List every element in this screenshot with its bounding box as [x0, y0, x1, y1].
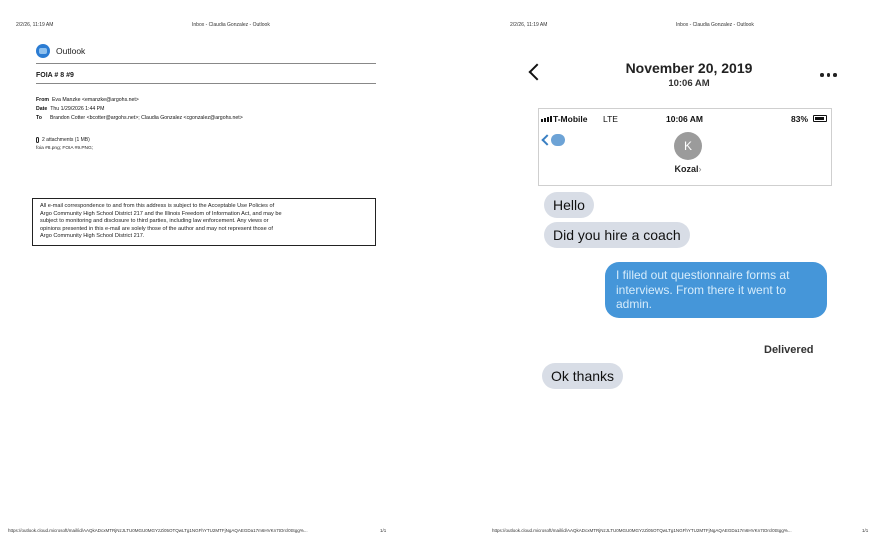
status-clock: 10:06 AM [666, 114, 704, 124]
phone-screenshot-header [538, 108, 832, 186]
print-header-datetime: 2/2/26, 11:19 AM [16, 22, 54, 28]
status-bar [539, 114, 831, 126]
to-label: To [36, 115, 42, 121]
email-disclaimer [32, 198, 376, 246]
attachment-icon [36, 137, 39, 143]
contact-name[interactable] [639, 164, 737, 174]
outlook-logo-icon [36, 44, 50, 58]
from-value[interactable]: Eva Manzke <emanzke@argohs.net> [51, 97, 139, 103]
outlook-brand [36, 44, 85, 58]
message-bubble-outgoing: I filled out questionnaire forms at interviews. From there it went to admin. [605, 262, 827, 318]
message-bubble-incoming: Hello [544, 192, 594, 218]
conversation-date: November 20, 2019 [625, 60, 753, 76]
disclaimer-line: subject to monitoring and disclosure to third parties, including law enforcement. Any views or [40, 218, 269, 225]
print-footer-page: 1/1 [862, 528, 869, 533]
unread-badge [551, 134, 565, 146]
divider [36, 63, 376, 64]
more-options-icon[interactable] [820, 73, 837, 77]
conversation-time: 10:06 AM [668, 78, 710, 89]
print-header-title: Inbox - Claudia Gonzalez - Outlook [192, 22, 270, 28]
signal-strength-icon [541, 116, 552, 122]
carrier-name: T-Mobile [553, 114, 588, 124]
to-value[interactable]: Brandon Cotter <bcotter@argohs.net>; Claudia Gonzalez <cgonzalez@argohs.net> [49, 115, 243, 121]
delivered-status: Delivered [764, 344, 814, 356]
disclaimer-line: All e-mail correspondence to and from this address is subject to the Acceptable Use Policies of [40, 203, 275, 209]
date-value: Thu 1/29/2026 1:44 PM [50, 106, 105, 112]
print-footer-url: https://outlook.cloud.microsoft/mail/id/AAQkADcxMTRjNzJLTU0MGU0MGYzZi05OTQwLTg1NGFhYTU2MTFjNgAQAEGDa17m6HVKn7tOrcl0tSgg%... [8, 528, 308, 533]
disclaimer-line: Argo Community High School District 217. [40, 233, 145, 240]
date-label: Date [36, 106, 48, 112]
print-footer-page: 1/1 [380, 528, 387, 533]
chevron-right-icon: › [698, 164, 702, 174]
disclaimer-line: Argo Community High School District 217 and the Illinois Freedom of Information Act, and may be [40, 210, 282, 217]
contact-name-label: Kozal [674, 164, 699, 174]
message-bubble-incoming: Ok thanks [542, 363, 623, 389]
email-to [36, 115, 243, 121]
disclaimer-line: opinions presented in this e-mail are solely those of the author and may not represent those of [40, 225, 273, 232]
email-from [36, 97, 139, 103]
outlook-brand-label: Outlook [56, 46, 86, 56]
attachment-files[interactable]: foia #8.png; FOIA #9.PNG; [36, 146, 94, 151]
network-type: LTE [603, 114, 618, 124]
attachments-summary-label: 2 attachments (1 MB) [42, 137, 90, 143]
print-header-title: Inbox - Claudia Gonzalez - Outlook [676, 22, 754, 28]
print-footer-url: https://outlook.cloud.microsoft/mail/id/AAQkADcxMTRjNzJLTU0MGU0MGYzZi05OTQwLTg1NGFhYTU2MTFjNgAQAEGDa17m6HVKn7tOrcl0tSgg%... [492, 528, 792, 533]
battery-percent: 83% [791, 114, 809, 124]
message-bubble-incoming: Did you hire a coach [544, 222, 690, 248]
contact-avatar[interactable]: K [674, 132, 702, 160]
battery-icon [813, 115, 827, 122]
attachments-summary[interactable] [36, 137, 90, 143]
print-header-datetime: 2/2/26, 11:19 AM [510, 22, 548, 28]
email-subject: FOIA # 8 #9 [36, 72, 74, 79]
email-date [36, 106, 104, 112]
divider [36, 83, 376, 84]
from-label: From [36, 97, 49, 103]
